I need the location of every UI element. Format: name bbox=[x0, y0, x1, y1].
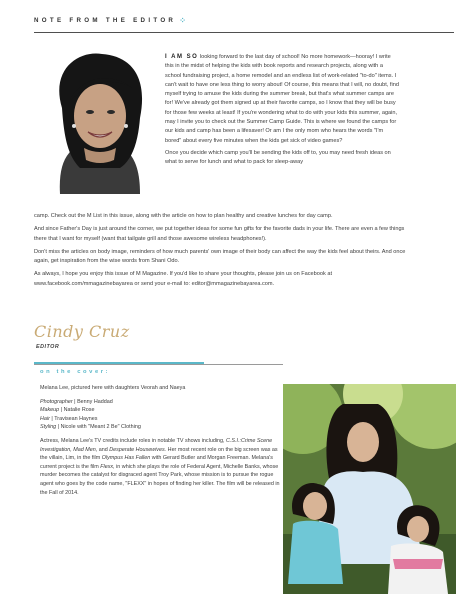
section-divider-accent bbox=[34, 362, 204, 364]
credits-list bbox=[40, 398, 282, 432]
cover-family-photo bbox=[283, 384, 456, 594]
camp-paragraph-start: Once you decide which camp you'll be sending the kids off to, you may need fresh ideas on what to serve for lunch and what to pack for sleep-away bbox=[165, 149, 391, 166]
header-rule bbox=[34, 32, 454, 33]
intro-text: looking forward to the last day of school! No more homework—hooray! I write this in the midst of helping the kids with book reports and research projects, along with a school fundraising project, a home remodel and an endless list of work-related "to-do" items. I can't wait to have one less thing to worry about! Of course, this means that I will, no doubt, find myself trying to amuse the kids during the summer break, but that's what summer camps are for! We've already got them signed up at their favorite camps, so I know that they will be busy for those few weeks at least! If you're wondering what to do with your kids this summer, again, may I invite you to check out the Summer Camp Guide. This is where we found the camps for our kids and camp has been a lifesaver! Or am I the only mom who hears the words "I'm bored" about every five minutes when the kids get sick of video games? bbox=[165, 54, 399, 144]
dots-ornament-icon: ⁘ bbox=[179, 16, 186, 25]
contact-paragraph: As always, I hope you enjoy this issue of M Magazine. If you'd like to share your thoughts, please join us on Facebook at www.facebook.com/mmagazinebayarea or send your e-mail to: editor@mmagazinebayarea.com. bbox=[34, 271, 333, 287]
credit-styling: Styling | Nicole with "Meant 2 Be" Clothing bbox=[40, 424, 141, 431]
section-title: NOTE FROM THE EDITOR bbox=[34, 17, 177, 24]
credit-hair: Hair | Travisean Haynes bbox=[40, 415, 98, 422]
signature-title: EDITOR bbox=[36, 344, 60, 350]
body-image-paragraph: Don't miss the articles on body image, reminders of how much parents' own image of their body can affect the way the kids feel about theirs. And once again, get inspiration from the wise words from Shani Odo. bbox=[34, 248, 406, 265]
section-header bbox=[34, 16, 186, 25]
on-the-cover-label: on the cover: bbox=[40, 369, 111, 375]
intro-paragraph bbox=[165, 53, 399, 146]
editor-portrait-photo bbox=[40, 48, 158, 194]
cover-caption: Melana Lee, pictured here with daughters Veorah and Naeya bbox=[40, 385, 186, 391]
cover-story bbox=[40, 384, 282, 497]
letter-intro bbox=[165, 53, 399, 171]
fathers-day-paragraph: And since Father's Day is just around the corner, we put together ideas for some fun gifts for the favorite dads in your life. There are even a few things there that I want for myself (want that tailgate grill and those awesome wireless headphones!). bbox=[34, 226, 405, 242]
section-divider bbox=[34, 364, 283, 365]
cover-body-text: Actress, Melana Lee's TV credits include roles in notable TV shows including, C.S.I.:Crime Scene Investigation, Mad Men, and Desperate Housewives. Her most recent role on the big screen was as the villain, Lim, in the film Olympus Has Fallen with Gerard Butler and Morgan Freeman. Melana's current project is the film Flexx, in which she plays the role of Federal Agent, Michelle Banks, whose murder becomes the catalyst for disgraced agent Troy Park, whose mission is to pursue the rogue agent who goes by the code name, "FLEXX" in hopes of finding her killer. The film will be released in the Fall of 2014. bbox=[40, 437, 280, 496]
editor-signature: Cindy Cruz bbox=[34, 322, 130, 341]
credit-makeup: Makeup | Natalie Rose bbox=[40, 407, 95, 414]
letter-body bbox=[34, 212, 414, 293]
credit-photographer: Photographer | Benny Haddad bbox=[40, 398, 113, 405]
camp-paragraph-continued: camp. Check out the M List in this issue, along with the article on how to plan healthy and creative lunches for day camp. bbox=[34, 213, 333, 219]
lead-words: I AM SO bbox=[165, 54, 199, 60]
